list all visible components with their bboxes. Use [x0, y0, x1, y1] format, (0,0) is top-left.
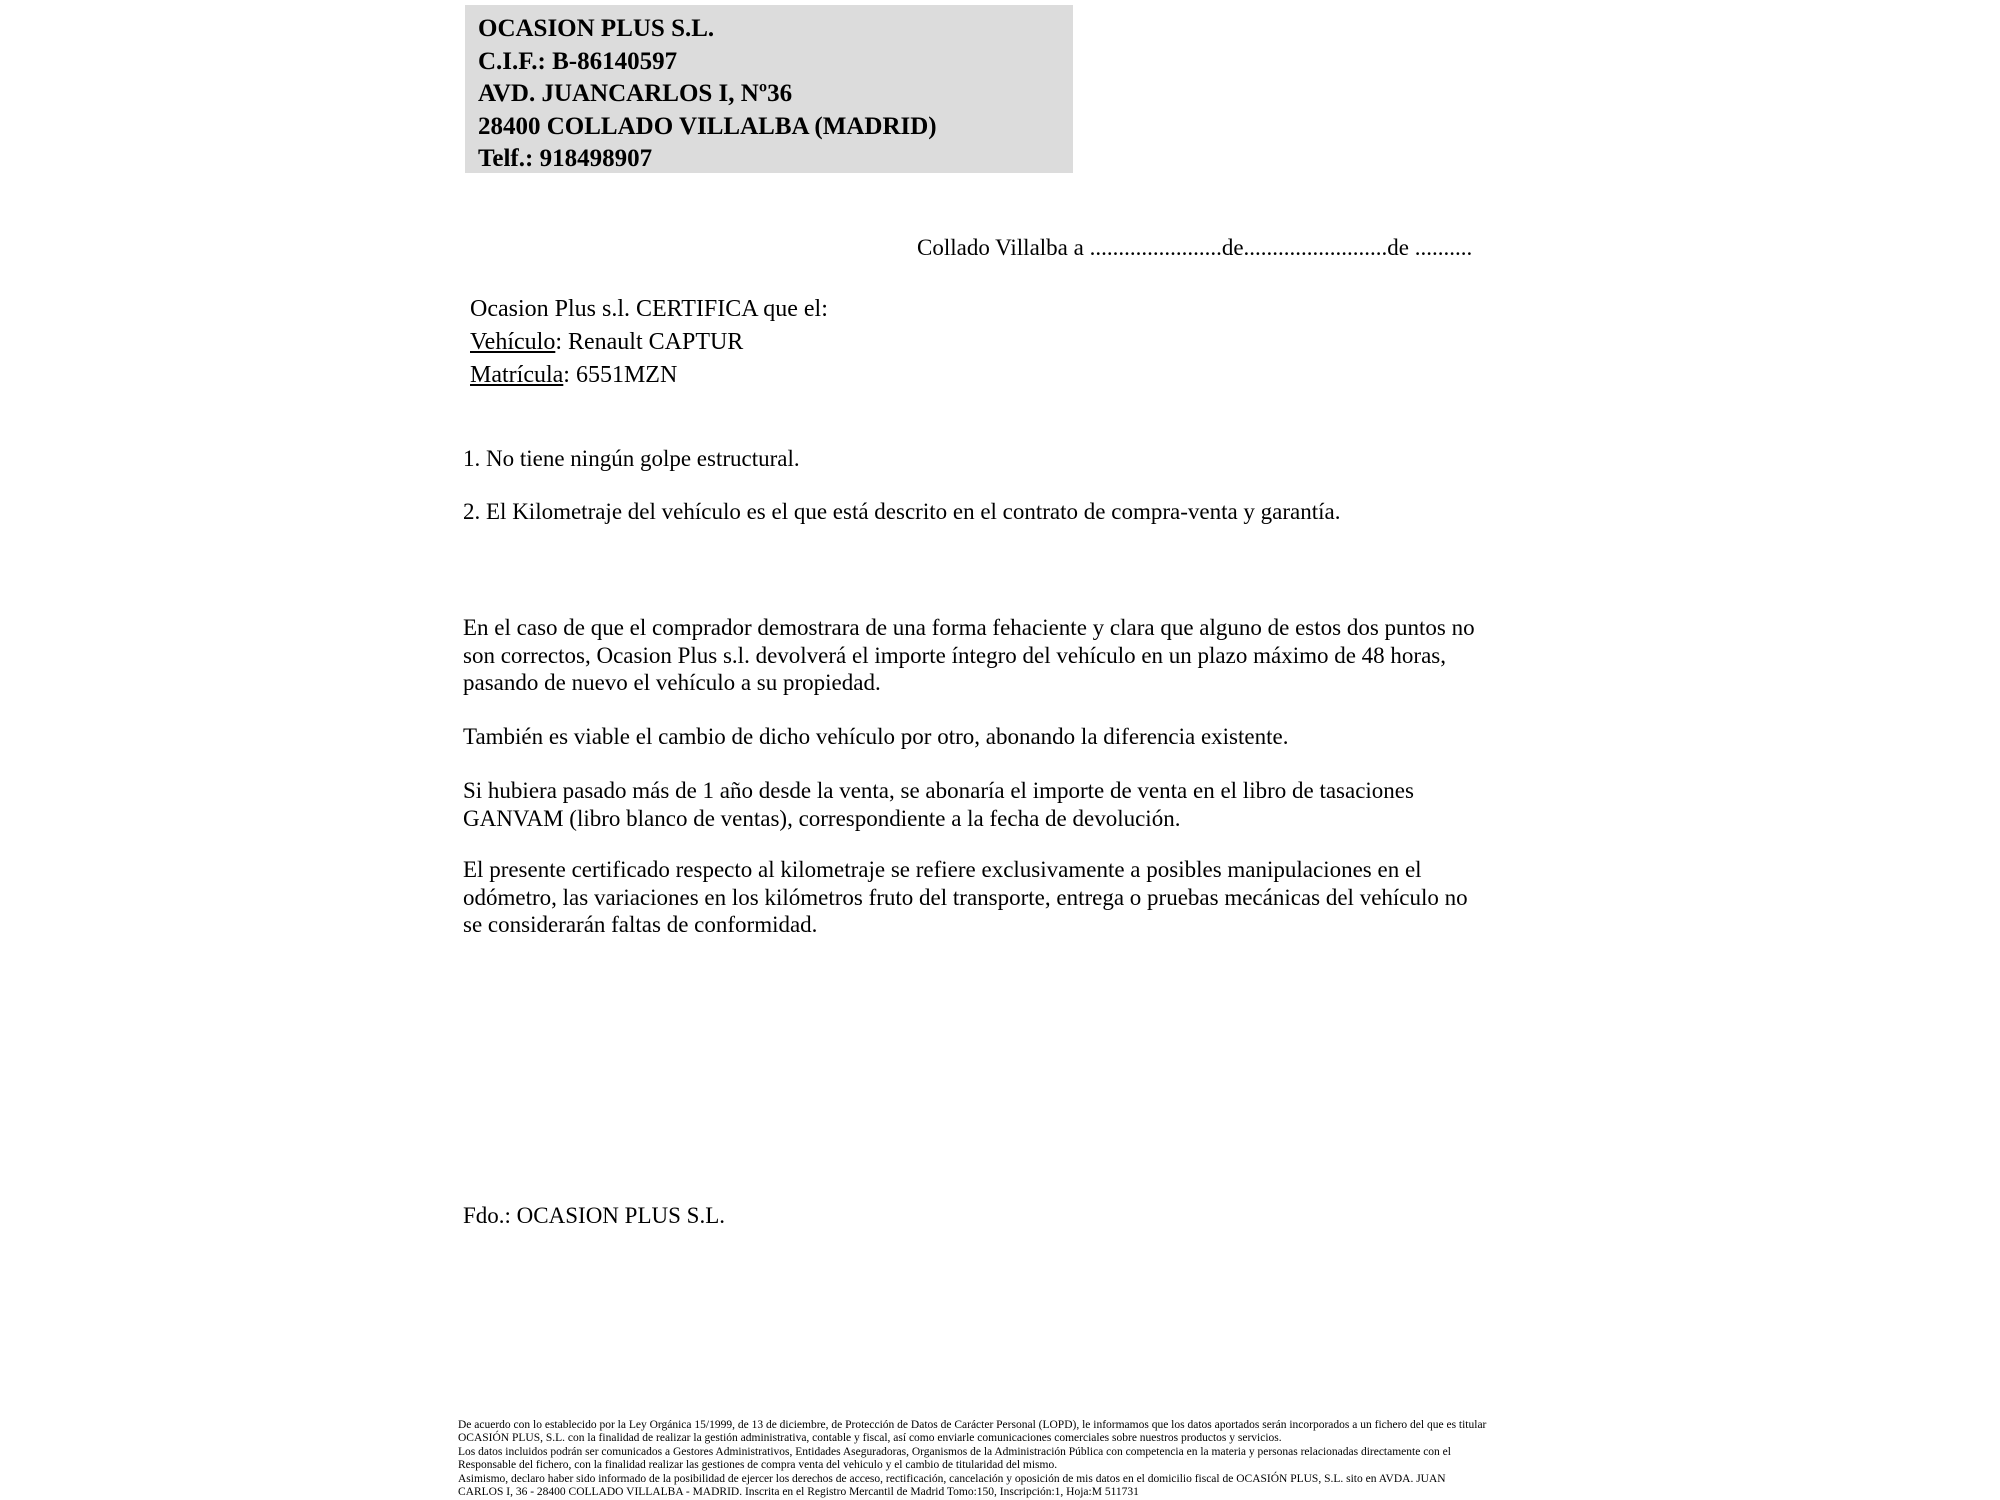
paragraph-line: Si hubiera pasado más de 1 año desde la venta, se abonaría el importe de venta en el libro de tasaciones — [463, 778, 1414, 803]
certification-intro: Ocasion Plus s.l. CERTIFICA que el: — [470, 296, 828, 322]
lopd-legal-footer — [458, 1419, 1568, 1499]
legal-footer-line: De acuerdo con lo establecido por la Ley Orgánica 15/1999, de 13 de diciembre, de Protección de Datos de Carácter Personal (LOPD), le informamos que los datos aportados serán incorporados a un fichero del que es titular — [458, 1419, 1487, 1431]
plate-value: : 6551MZN — [563, 362, 678, 388]
vehicle-value: : Renault CAPTUR — [555, 329, 744, 355]
company-name: OCASION PLUS S.L. — [478, 15, 715, 42]
legal-footer-line: Responsable del fichero, con la finalidad realizar las gestiones de compra venta del vehiculo y el cambio de titularidad del mismo. — [458, 1459, 1058, 1472]
company-cif: C.I.F.: B-86140597 — [478, 47, 678, 75]
paragraph-line: se considerarán faltas de conformidad. — [463, 912, 818, 937]
paragraph-exchange-option — [463, 723, 1603, 751]
paragraph-line: odómetro, las variaciones en los kilómetros fruto del transporte, entrega o pruebas mecánicas del vehículo no — [463, 884, 1468, 910]
certification-block — [470, 293, 828, 392]
paragraph-refund-terms — [463, 614, 1603, 697]
certified-point-2: 2. El Kilometraje del vehículo es el que está descrito en el contrato de compra-venta y garantía. — [463, 499, 1341, 524]
paragraph-ganvam-valuation — [463, 777, 1603, 832]
paragraph-line: En el caso de que el comprador demostrara de una forma fehaciente y clara que alguno de estos dos puntos no — [463, 615, 1475, 640]
company-header-box — [465, 5, 1073, 173]
legal-footer-line: OCASIÓN PLUS, S.L. con la finalidad de realizar la gestión administrativa, contable y fiscal, así como enviarle comunicaciones comerciales sobre nuestros productos y servicios. — [458, 1432, 1282, 1445]
vehicle-label: Vehículo — [470, 329, 556, 355]
paragraph-line: El presente certificado respecto al kilometraje se refiere exclusivamente a posibles manipulaciones en el — [463, 857, 1422, 882]
legal-footer-line: Los datos incluidos podrán ser comunicados a Gestores Administrativos, Entidades Aseguradoras, Organismos de la Administración Pública con competencia en la materia y personas relacionadas directamente con el — [458, 1445, 1451, 1458]
company-phone: Telf.: 918498907 — [478, 145, 653, 172]
date-fill-in-line: Collado Villalba a .......................de.........................de .......... — [917, 235, 1473, 260]
vehicle-row — [470, 326, 828, 359]
certified-point-1: 1. No tiene ningún golpe estructural. — [463, 446, 800, 471]
company-city: 28400 COLLADO VILLALBA (MADRID) — [478, 112, 937, 140]
paragraph-line: También es viable el cambio de dicho vehículo por otro, abonando la diferencia existente. — [463, 724, 1289, 749]
plate-label: Matrícula — [470, 362, 564, 388]
paragraph-line: pasando de nuevo el vehículo a su propiedad. — [463, 670, 881, 695]
legal-footer-line: Asimismo, declaro haber sido informado de la posibilidad de ejercer los derechos de acceso, rectificación, cancelación y oposición de mis datos en el domicilio fiscal de OCASIÓN PLUS, S.L. sito en AVDA. JUAN — [458, 1472, 1446, 1485]
paragraph-line: son correctos, Ocasion Plus s.l. devolverá el importe íntegro del vehículo en un plazo máximo de 48 horas, — [463, 642, 1447, 668]
legal-footer-line: CARLOS I, 36 - 28400 COLLADO VILLALBA - MADRID. Inscrita en el Registro Mercantil de Madrid Tomo:150, Inscripción:1, Hoja:M 511731 — [458, 1486, 1139, 1499]
signature-line: Fdo.: OCASION PLUS S.L. — [463, 1203, 725, 1228]
paragraph-line: GANVAM (libro blanco de ventas), correspondiente a la fecha de devolución. — [463, 805, 1181, 831]
company-address: AVD. JUANCARLOS I, Nº36 — [478, 80, 793, 107]
paragraph-odometer-disclaimer — [463, 856, 1603, 939]
plate-row — [470, 359, 828, 392]
